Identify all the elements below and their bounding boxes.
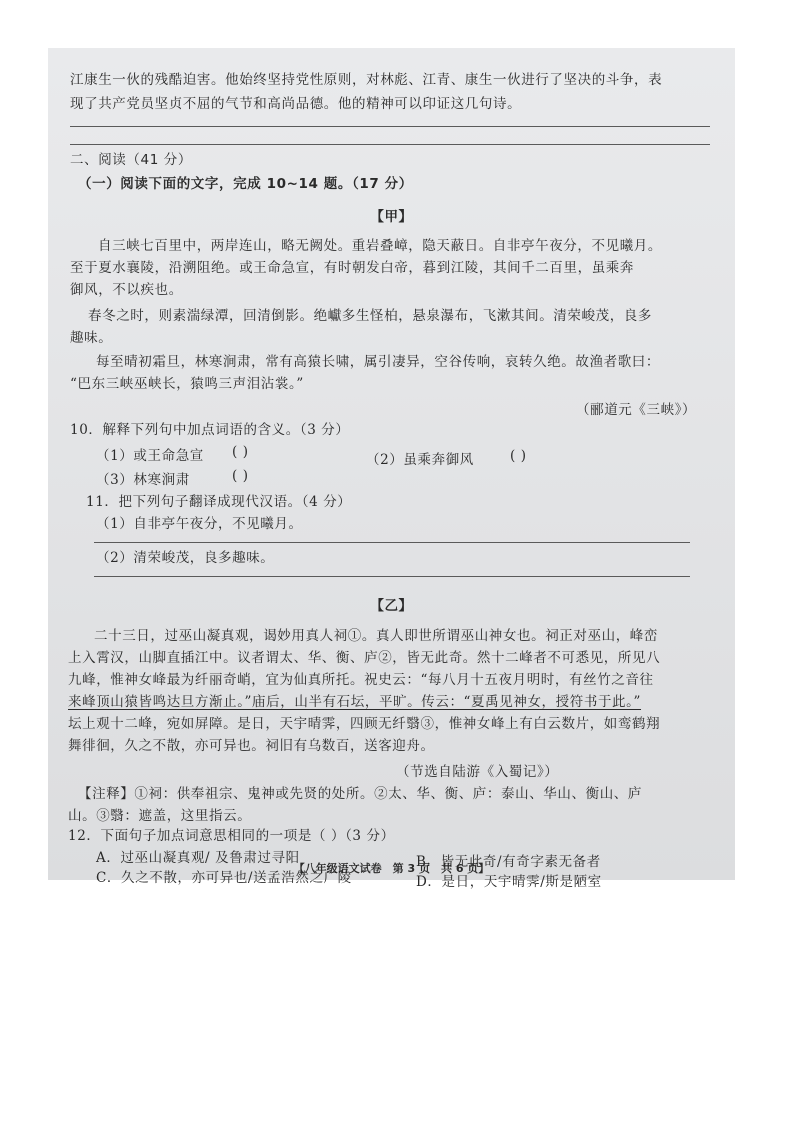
yi-line: 九峰，惟神女峰最为纤丽奇峭，宜为仙真所托。祝史云：“每八月十五夜月明时，有丝竹之音往 (68, 672, 654, 688)
intro-line-1: 江康生一伙的残酷迫害。他始终坚持党性原则，对林彪、江青、康生一伙进行了坚决的斗争，表 (70, 72, 663, 88)
yi-source: （节选自陆游《入蜀记》） (396, 764, 559, 780)
q10-item-2: （2）虽乘奔御风 (366, 452, 474, 468)
jia-line: 趣味。 (70, 330, 113, 346)
yi-line: 舞徘徊，久之不散，亦可异也。祠旧有乌数百，送客迎舟。 (68, 738, 435, 754)
part-title: （一）阅读下面的文字，完成 10~14 题。（17 分） (78, 176, 413, 192)
q12-option-d[interactable]: D．是日，天宇晴霁/斯是陋室 (416, 874, 602, 890)
jia-line: 自三峡七百里中，两岸连山，略无阙处。重岩叠嶂，隐天蔽日。自非亭午夜分，不见曦月。 (98, 238, 662, 254)
exam-page-photo (48, 48, 735, 890)
yi-line: 二十三日，过巫山凝真观，谒妙用真人祠①。真人即世所谓巫山神女也。祠正对巫山，峰峦 (94, 628, 658, 644)
jia-line: 至于夏水襄陵，沿溯阻绝。或王命急宣，有时朝发白帝，暮到江陵，其间千二百里，虽乘奔 (70, 260, 634, 276)
yi-line: 上入霄汉，山脚直插江中。议者谓太、华、衡、庐②，皆无此奇。然十二峰者不可悉见，所见八 (68, 650, 661, 666)
annotation-line: 【注释】①祠：供奉祖宗、鬼神或先贤的处所。②太、华、衡、庐：泰山、华山、衡山、庐 (78, 786, 642, 802)
passage-yi-heading: 【乙】 (370, 598, 413, 614)
q10-item-3: （3）林寒涧肃 (96, 472, 190, 488)
q10-item-1: （1）或王命急宣 (96, 448, 204, 464)
page-footer: 【八年级语文试卷 第 3 页 共 6 页】 (293, 862, 490, 875)
intro-line-2: 现了共产党员坚贞不屈的气节和高尚品德。他的精神可以印证这几句诗。 (70, 96, 522, 112)
annotation-line: 山。③翳：遮盖，这里指云。 (68, 808, 252, 824)
section-title: 二、阅读（41 分） (70, 152, 192, 168)
jia-line: 春冬之时，则素湍绿潭，回清倒影。绝巘多生怪柏，悬泉瀑布，飞漱其间。清荣峻茂，良多 (88, 308, 652, 324)
q12-option-c[interactable]: C．久之不散，亦可异也/送孟浩然之广陵 (96, 870, 352, 886)
q10-blank-2[interactable]: ( ) (510, 448, 527, 464)
passage-jia-heading: 【甲】 (370, 209, 413, 225)
yi-line-underlined: 来峰顶山猿皆鸣达旦方渐止。”庙后，山半有石坛，平旷。传云：“夏禹见神女，授符书于此。” (68, 694, 642, 710)
answer-line (70, 144, 710, 145)
jia-source: （郦道元《三峡》） (576, 402, 697, 418)
q11-item-2: （2）清荣峻茂，良多趣味。 (96, 550, 275, 566)
answer-line[interactable] (94, 542, 690, 543)
yi-line: 坛上观十二峰，宛如屏障。是日，天宇晴霁，四顾无纤翳③，惟神女峰上有白云数片，如鸾鹤翔 (68, 716, 661, 732)
q12-option-a[interactable]: A．过巫山凝真观/ 及鲁肃过寻阳 (96, 850, 300, 866)
jia-line: 御风，不以疾也。 (70, 282, 183, 298)
question-11-stem: 11．把下列句子翻译成现代汉语。（4 分） (86, 494, 352, 510)
jia-line: 每至晴初霜旦，林寒涧肃，常有高猿长啸，属引凄异，空谷传响，哀转久绝。故渔者歌曰： (96, 354, 660, 370)
question-10-stem: 10．解释下列句中加点词语的含义。（3 分） (70, 422, 350, 438)
q10-blank-3[interactable]: ( ) (232, 468, 249, 484)
answer-line[interactable] (94, 576, 690, 577)
jia-line: “巴东三峡巫峡长，猿鸣三声泪沾裳。” (70, 376, 304, 392)
q11-item-1: （1）自非亭午夜分，不见曦月。 (96, 516, 303, 532)
answer-line (70, 126, 710, 127)
question-12-stem: 12．下面句子加点词意思相同的一项是（ ）（3 分） (68, 828, 395, 844)
q12-option-b[interactable]: B．皆无此奇/有奇字素无备者 (416, 854, 601, 870)
q10-blank-1[interactable]: ( ) (232, 444, 249, 460)
